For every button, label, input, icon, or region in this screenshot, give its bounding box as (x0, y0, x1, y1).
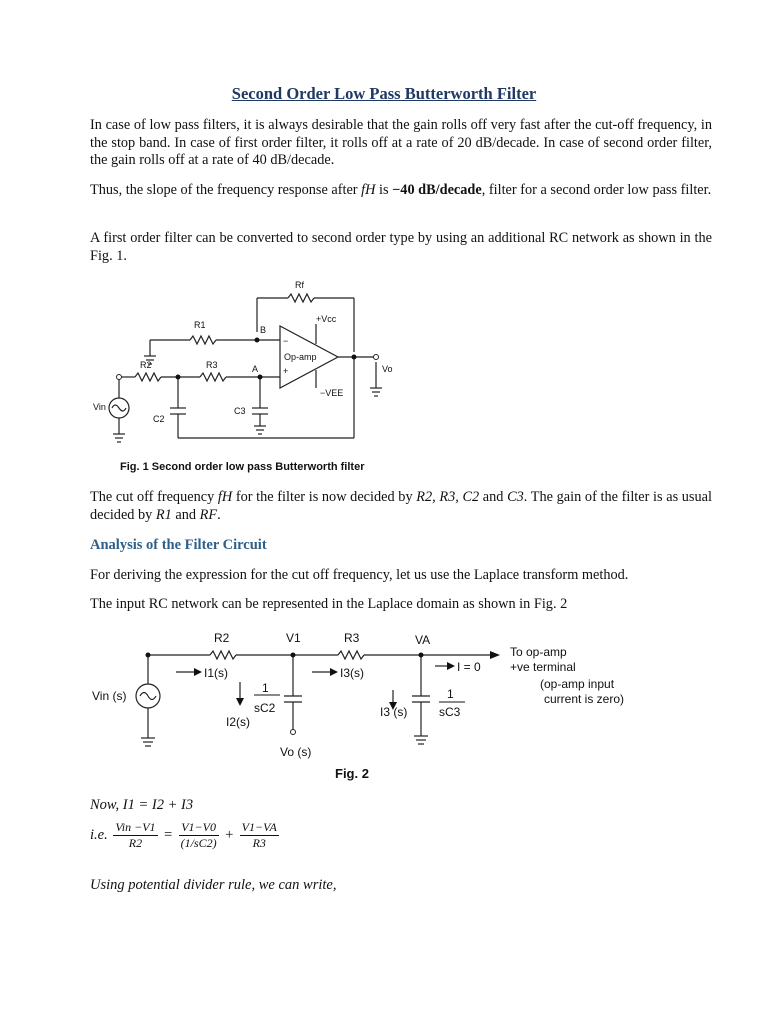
fig1-label-r1: R1 (194, 320, 206, 330)
fig2-label-i3b: I3 (s) (380, 705, 408, 719)
fig1-label-vcc: +Vcc (316, 314, 337, 324)
term1-denominator: R2 (128, 836, 143, 850)
fig2-label-i1: I1(s) (204, 666, 228, 680)
potential-divider-text: Using potential divider rule, we can write, (90, 877, 337, 893)
figure-2 (90, 626, 635, 784)
fig2-label-sc2-den: sC2 (254, 701, 276, 715)
laplace-paragraph: For deriving the expression for the cut off frequency, let us use the Laplace transform method. (90, 567, 629, 583)
fig2-label-sc2-num: 1 (262, 681, 269, 695)
slope-value: −40 dB/decade (392, 182, 482, 198)
cutoff-text-b: for the filter is now decided by (232, 489, 417, 505)
ie-label: i.e. (90, 826, 108, 843)
fig1-label-vee: −VEE (320, 388, 344, 398)
fig2-label-vin: Vin (s) (92, 689, 127, 703)
cutoff-text-a: The cut off frequency (90, 489, 218, 505)
term2-fraction (179, 820, 219, 851)
fig2-laplace-diagram (90, 626, 635, 784)
section-heading: Analysis of the Filter Circuit (90, 537, 267, 553)
cutoff-text-c: and (479, 489, 508, 505)
fig1-label-opamp: Op-amp (284, 352, 317, 362)
term3-fraction (240, 820, 279, 851)
fig1-label-plus: + (283, 366, 289, 376)
fig1-label-r2: R2 (140, 360, 152, 370)
slope-text-a: Thus, the slope of the frequency response after (90, 182, 362, 198)
cutoff-rf-symbol: RF (199, 506, 218, 523)
fig2-caption: Fig. 2 (335, 766, 369, 781)
term1-fraction (113, 820, 157, 851)
rc-network-paragraph: The input RC network can be represented in the Laplace domain as shown in Fig. 2 (90, 596, 568, 612)
term2-denominator: (1/sC2) (180, 836, 217, 850)
slope-text-c: , filter for a second order low pass filter. (481, 182, 712, 198)
term1-numerator: Vin −V1 (115, 820, 156, 834)
cutoff-component-list: R2, R3, C2 (416, 489, 480, 505)
fig1-label-c3: C3 (234, 406, 246, 416)
fig2-label-i3: I3(s) (340, 666, 364, 680)
fig2-label-sc3-num: 1 (447, 687, 454, 701)
fig2-label-note2: current is zero) (544, 692, 625, 706)
fig1-label-a: A (252, 364, 259, 374)
fig1-circuit-diagram (90, 276, 400, 474)
fig1-label-c2: C2 (153, 414, 165, 424)
cutoff-paragraph (90, 489, 712, 524)
figure-1 (90, 276, 400, 474)
fig2-label-va: VA (415, 633, 431, 647)
fig1-label-minus: − (283, 336, 289, 346)
fig2-label-r3: R3 (344, 631, 360, 645)
conversion-paragraph: A first order filter can be converted to second order type by using an additional RC network as shown in the Fig. 1. (90, 230, 712, 264)
term3-numerator: V1−VA (241, 820, 277, 834)
fig2-label-note1: (op-amp input (540, 677, 615, 691)
cutoff-text-f: . (217, 506, 221, 523)
fh-symbol: fH (361, 182, 376, 198)
cutoff-fh-symbol: fH (217, 489, 233, 505)
page-title: Second Order Low Pass Butterworth Filter (231, 84, 537, 103)
cutoff-text-e: and (171, 506, 200, 523)
fig2-label-izero: I = 0 (457, 660, 481, 674)
term2-numerator: V1−V0 (179, 820, 219, 836)
fig1-label-b: B (260, 325, 267, 335)
cutoff-r1-symbol: R1 (155, 506, 172, 523)
fig1-caption: Fig. 1 Second order low pass Butterworth filter (120, 461, 365, 473)
slope-text-b: is (375, 182, 393, 198)
fig2-label-v1: V1 (286, 631, 301, 645)
fig1-label-vin: Vin (93, 402, 106, 412)
cutoff-text-d: . The gain of the filter is as usual decided by (90, 489, 712, 523)
current-equation: Now, I1 = I2 + I3 (90, 797, 194, 813)
fig2-label-sc3-den: sC3 (439, 705, 461, 719)
fig1-label-vo: Vo (382, 364, 393, 374)
equals-sign: = (163, 826, 173, 843)
plus-sign: + (224, 826, 235, 843)
fig2-label-ve-terminal: +ve terminal (510, 660, 576, 674)
fig2-label-vo: Vo (s) (280, 745, 312, 759)
fig1-label-rf: Rf (295, 280, 304, 290)
slope-paragraph (90, 182, 712, 200)
node-equation (90, 820, 281, 851)
fig2-label-i2: I2(s) (226, 715, 250, 729)
fig2-label-to-opamp: To op-amp (510, 645, 567, 659)
fig1-label-r3: R3 (206, 360, 218, 370)
cutoff-c3-symbol: C3 (507, 489, 524, 505)
term3-denominator: R3 (252, 836, 266, 850)
intro-paragraph: In case of low pass filters, it is always desirable that the gain rolls off very fast after the cut-off frequency, in the stop band. In case of first order filter, it rolls off at a rate of 20 dB/decade. In case of second order filter, the gain rolls off at a rate of 40 dB/decade. (90, 117, 712, 168)
fig2-label-r2: R2 (214, 631, 230, 645)
